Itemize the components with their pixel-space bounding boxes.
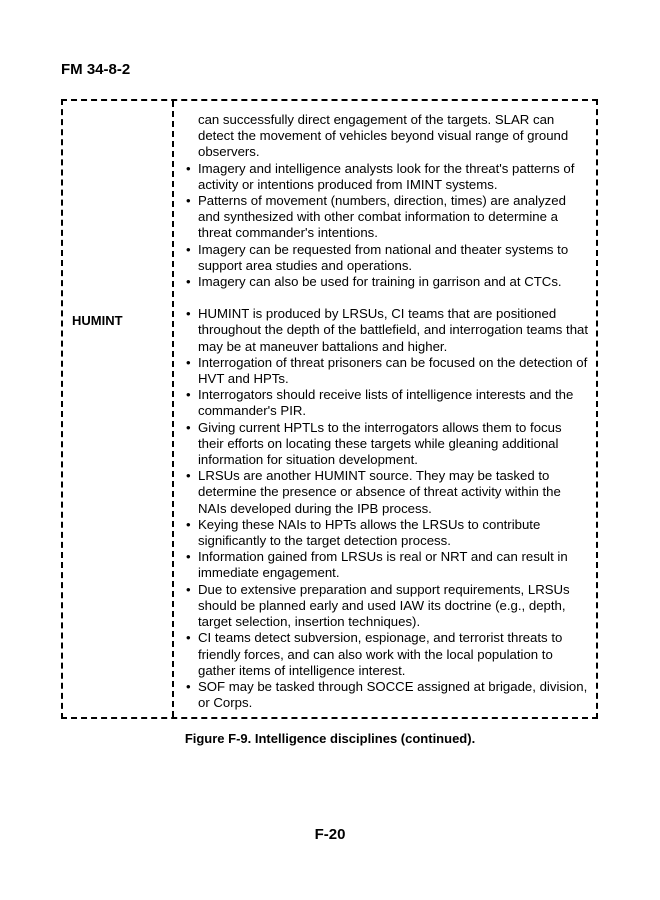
list-item [181, 306, 590, 355]
bullet-icon: • [186, 516, 191, 532]
bullet-icon: • [186, 387, 191, 403]
bullet-text: CI teams detect subversion, espionage, and terrorist threats to friendly forces, and can also work with the local population to gather items of intelligence interest. [198, 630, 563, 678]
bullet-text: LRSUs are another HUMINT source. They may be tasked to determine the presence or absence of threat activity within the NAIs developed during the IPB process. [198, 468, 561, 516]
bullet-text: Giving current HPTLs to the interrogators allows them to focus their efforts on locating these targets while gleaning additional information for situation development. [198, 419, 562, 468]
column-divider [172, 101, 174, 717]
list-item [181, 549, 590, 581]
list-item [181, 355, 590, 387]
bullet-icon: • [186, 160, 191, 176]
bullet-text: Interrogation of threat prisoners can be focused on the detection of HVT and HPTs. [198, 354, 588, 387]
page-number: F-20 [314, 826, 346, 843]
list-item [181, 242, 590, 274]
list-item [181, 420, 590, 469]
bullet-text: SOF may be tasked through SOCCE assigned at brigade, division, or Corps. [198, 678, 588, 711]
bullet-text: Patterns of movement (numbers, direction, times) are analyzed and synthesized with other combat information to determine a threat commander's intentions. [198, 193, 566, 241]
bullet-icon: • [186, 419, 191, 435]
list-item [181, 274, 590, 290]
list-item [181, 630, 590, 679]
bullet-icon: • [186, 630, 191, 646]
bullet-icon: • [186, 678, 191, 694]
list-item [181, 517, 590, 549]
bullet-text: Keying these NAIs to HPTs allows the LRSUs to contribute significantly to the target detection process. [198, 516, 541, 549]
bullet-text: Imagery and intelligence analysts look for the threat's patterns of activity or intentions produced from IMINT systems. [198, 160, 575, 192]
bullet-icon: • [186, 354, 191, 370]
document-id: FM 34-8-2 [61, 61, 131, 78]
bullet-icon: • [186, 468, 191, 484]
bullet-text: Due to extensive preparation and support requirements, LRSUs should be planned early and used IAW its doctrine (e.g., depth, target selection, insertion techniques). [198, 581, 570, 630]
bullet-icon: • [186, 581, 191, 597]
humint-label: HUMINT [72, 313, 123, 328]
figure-caption: Figure F-9. Intelligence disciplines (continued). [184, 731, 476, 746]
bullet-text: HUMINT is produced by LRSUs, CI teams that are positioned throughout the depth of the battlefield, and interrogation teams that may be at maneuver battalions and higher. [198, 306, 589, 354]
imint-bullet-list [181, 161, 590, 291]
bullet-text: Interrogators should receive lists of intelligence interests and the commander's PIR. [198, 387, 574, 419]
bullet-icon: • [186, 193, 191, 209]
bullet-text: Information gained from LRSUs is real or NRT and can result in immediate engagement. [198, 549, 568, 581]
list-item [181, 161, 590, 193]
section-gap [181, 290, 590, 306]
bullet-icon: • [186, 549, 191, 565]
bullet-icon: • [186, 274, 191, 290]
bullet-icon: • [186, 306, 191, 322]
disciplines-table [61, 99, 598, 719]
list-item [181, 387, 590, 419]
bullet-text: Imagery can be requested from national and theater systems to support area studies and operations. [198, 241, 569, 273]
continuation-paragraph: can successfully direct engagement of the targets. SLAR can detect the movement of vehicles beyond visual range of ground observers. [198, 112, 569, 160]
bullet-text: Imagery can also be used for training in garrison and at CTCs. [198, 274, 562, 290]
humint-bullet-list [181, 306, 590, 711]
list-item [181, 679, 590, 711]
description-column [181, 112, 590, 711]
list-item [181, 582, 590, 631]
list-item [181, 468, 590, 517]
list-item [181, 193, 590, 242]
bullet-icon: • [186, 241, 191, 257]
